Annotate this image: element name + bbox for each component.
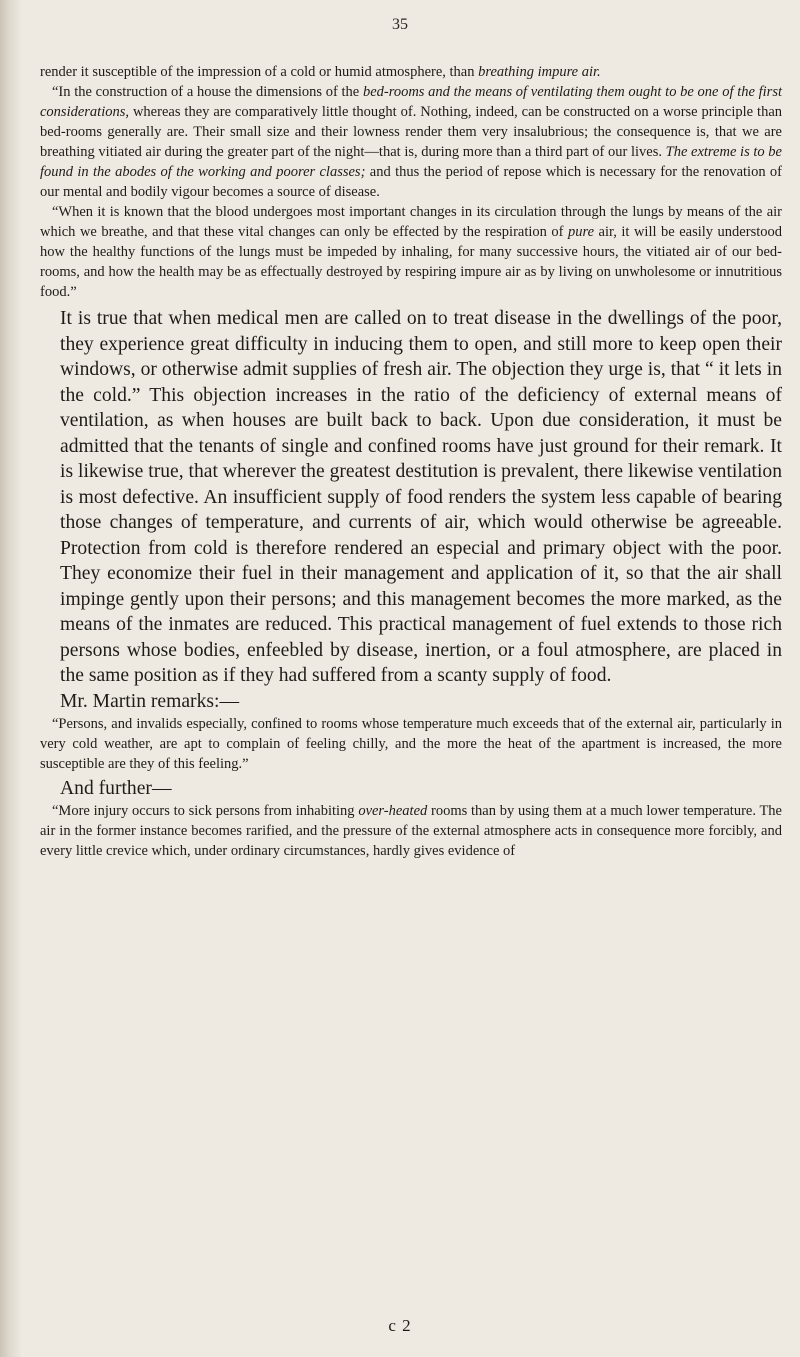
quote-paragraph-2 bbox=[40, 82, 782, 202]
quote-2-italic-a: bed-rooms and the means of ventilating them ought to be one of the first considerations, bbox=[40, 84, 782, 120]
body-paragraph-main: It is true that when medical men are called on to treat disease in the dwellings of the poor, they experience great difficulty in inducing them to open, and still more to keep open their windows, or otherwise admit supplies of fresh air. The objection they urge is, that “ it lets in the cold.” This objection increases in the ratio of the deficiency of external means of ventilation, as when houses are built back to back. Upon due consideration, it must be admitted that the tenants of single and confined rooms have just ground for their remark. It is likewise true, that wherever the greatest destitution is prevalent, there likewise ventilation is most defective. An insufficient supply of food renders the system less capable of bearing those changes of temperature, and currents of air, which would otherwise be agreeable. Protection from cold is therefore rendered an especial and primary object with the poor. They economize their fuel in their management and application of it, so that the air shall impinge gently upon their persons; and this management becomes the more marked, as the means of the inmates are reduced. This practical management of fuel extends to those rich persons whose bodies, enfeebled by disease, inertion, or a foul atmosphere, are placed in the same position as if they had suffered from a scanty supply of food. bbox=[60, 308, 782, 686]
further-lead-in: And further— bbox=[60, 777, 172, 799]
quote-2-text-a: “In the construction of a house the dimensions of the bbox=[52, 84, 363, 100]
page-text bbox=[40, 62, 782, 861]
quote-paragraph-1 bbox=[40, 62, 782, 82]
further-quote bbox=[40, 801, 782, 861]
quote-1-italic: breathing impure air. bbox=[478, 64, 601, 80]
martin-quote: “Persons, and invalids especially, confined to rooms whose temperature much exceeds that of the external air, particularly in very cold weather, are apt to complain of feeling chilly, and the more the heat of the apartment is increased, the more susceptible are they of this feeling.” bbox=[40, 715, 782, 772]
quote-3-italic: pure bbox=[568, 224, 595, 240]
page-number: 35 bbox=[392, 16, 408, 33]
signature-mark: c 2 bbox=[388, 1316, 412, 1335]
quote-2-text-c: and thus the period of repose which is necessary for the renovation of our mental and bodily vigour becomes a source of disease. bbox=[40, 164, 782, 200]
further-quote-italic: over-heated bbox=[358, 802, 428, 819]
quote-3-text-b: air, it will be easily understood how the healthy functions of the lungs must be impeded by inhaling, for many successive hours, the vitiated air of our bed-rooms, and how the health may be as effectually destroyed by respiring impure air as by living on unwholesome or innutritious food.” bbox=[40, 224, 782, 300]
quote-paragraph-3 bbox=[40, 202, 782, 302]
further-quote-text-a: “More injury occurs to sick persons from inhabiting bbox=[52, 802, 359, 819]
further-quote-text-b: rooms than by using them at a much lower temperature. The air in the former instance becomes rarified, and the pressure of the external atmosphere acts in consequence more forcibly, and every little crevice which, under ordinary circumstances, hardly gives evidence of bbox=[40, 802, 782, 859]
quote-2-italic-b: The extreme is to be found in the abodes of the working and poorer classes; bbox=[40, 144, 782, 180]
quote-2-text-b: whereas they are comparatively little thought of. Nothing, indeed, can be constructed on a worse principle than bed-rooms generally are. Their small size and their lowness render them very insalubrious; the consequence is, that we are breathing vitiated air during the greater part of the night—that is, during more than a third part of our lives. bbox=[40, 104, 782, 160]
quote-3-text-a: “When it is known that the blood undergoes most important changes in its circulation through the lungs by means of the air which we breathe, and that these vital changes can only be effected by the respiration of bbox=[40, 204, 782, 240]
page-gutter-shadow bbox=[0, 0, 22, 1357]
quote-1-text: render it susceptible of the impression of a cold or humid atmosphere, than bbox=[40, 64, 479, 80]
martin-lead-in: Mr. Martin remarks:— bbox=[60, 690, 240, 712]
